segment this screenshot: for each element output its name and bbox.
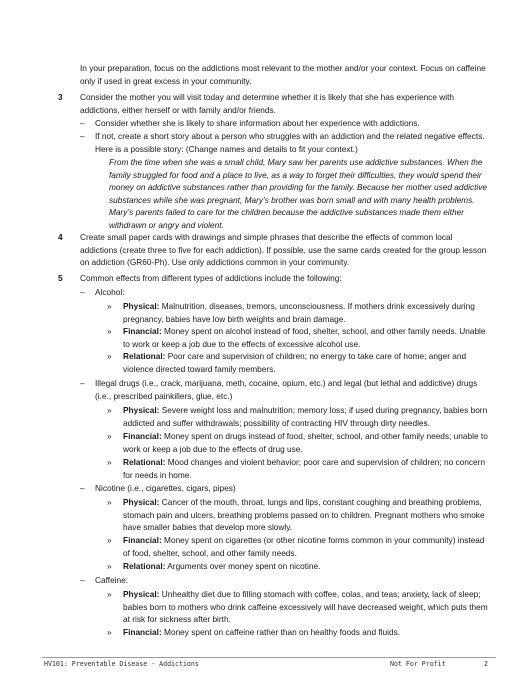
drugs-physical <box>123 404 490 429</box>
bullet-raquo: » <box>107 535 112 545</box>
effect-label: Financial: <box>123 627 162 637</box>
effect-label: Relational: <box>123 561 166 571</box>
alcohol-physical <box>123 300 490 325</box>
bullet-raquo: » <box>107 326 112 336</box>
item-5-number: 5 <box>58 273 63 283</box>
effect-text: Malnutrition, diseases, tremors, unconsciousness. If mothers drink excessively during pregnancy, babies have low birth weights and brain damage. <box>123 301 475 324</box>
item-5-text: Common effects from different types of addictions include the following: <box>80 273 342 283</box>
effect-text: Money spent on caffeine rather than on healthy foods and fluids. <box>161 627 401 637</box>
item-4-number: 4 <box>58 232 63 242</box>
effect-text: Money spent on alcohol instead of food, shelter, school, and other family needs. Unable to work or keep a job due to the effects of excessive alcohol use. <box>123 326 486 349</box>
footer-not-for-profit: Not For Profit <box>390 660 446 668</box>
item-3-text: Consider the mother you will visit today and determine whether it is likely that she has experience with addictions, either herself or with family and/or friends. <box>80 92 455 115</box>
bullet-dash: – <box>80 575 85 585</box>
bullet-dash: – <box>80 483 85 493</box>
alcohol-financial <box>123 325 490 350</box>
bullet-dash: – <box>80 378 85 388</box>
effect-label: Physical: <box>123 497 160 507</box>
footer-page-number: 2 <box>484 660 488 668</box>
item-3-dash-1: Consider whether she is likely to share information about her experience with addictions. <box>95 118 420 128</box>
effect-text: Poor care and supervision of children; no energy to take care of home; anger and violence directed toward family members. <box>123 351 467 374</box>
effect-text: Money spent on cigarettes (or other nicotine forms common in your community) instead of food, shelter, school, and other family needs. <box>123 535 485 558</box>
item-3-number: 3 <box>58 92 63 102</box>
bullet-raquo: » <box>107 351 112 361</box>
effect-text: Money spent on drugs instead of food, shelter, school, and other family needs; unable to work or keep a job due to the effects of drug use. <box>123 431 488 454</box>
nicotine-financial <box>123 534 490 559</box>
bullet-raquo: » <box>107 405 112 415</box>
group-nicotine-title: Nicotine (i.e., cigarettes, cigars, pipes) <box>95 483 236 493</box>
effect-label: Financial: <box>123 431 162 441</box>
effect-label: Physical: <box>123 405 160 415</box>
item-4-text: Create small paper cards with drawings and simple phrases that describe the effects of common local addictions (create three to five for each addiction). If possible, use the same cards created for the group lesson on addiction (GR60-Ph). Use only addictions common in your community. <box>80 232 487 268</box>
item-3-dash-2: If not, create a short story about a person who struggles with an addiction and the related negative effects. Here is a possible story: (Change names and details to fit your context.) <box>95 131 485 154</box>
caffeine-financial <box>123 626 490 639</box>
bullet-dash: – <box>80 287 85 297</box>
effect-text: Unhealthy diet due to filling stomach with coffee, colas, and teas; anxiety, lack of sleep; babies born to mothers who drink caffeine excessively will have decreased weight, which puts them at risk for sickness after birth. <box>123 589 488 625</box>
footer-divider <box>42 657 496 658</box>
effect-text: Arguments over money spent on nicotine. <box>165 561 321 571</box>
effect-label: Relational: <box>123 351 166 361</box>
bullet-raquo: » <box>107 627 112 637</box>
effect-label: Financial: <box>123 326 162 336</box>
bullet-raquo: » <box>107 457 112 467</box>
footer-course-title: HV101: Preventable Disease - Addictions <box>44 660 199 668</box>
alcohol-relational <box>123 350 490 375</box>
caffeine-physical <box>123 588 490 626</box>
group-drugs-title: Illegal drugs (i.e., crack, marijuana, meth, cocaine, opium, etc.) and legal (but lethal and addictive) drugs (i.e., prescribed painkillers, glue, etc.) <box>95 378 478 401</box>
bullet-dash: – <box>80 118 85 128</box>
effect-text: Mood changes and violent behavior; poor care and supervision of children; no concern for needs in home. <box>123 457 486 480</box>
effect-label: Relational: <box>123 457 166 467</box>
drugs-financial <box>123 430 490 455</box>
bullet-raquo: » <box>107 301 112 311</box>
intro-paragraph: In your preparation, focus on the addictions most relevant to the mother and/or your context. Focus on caffeine only if used in great excess in your community. <box>80 63 486 86</box>
bullet-raquo: » <box>107 497 112 507</box>
effect-label: Financial: <box>123 535 162 545</box>
bullet-raquo: » <box>107 561 112 571</box>
nicotine-physical <box>123 496 490 534</box>
bullet-raquo: » <box>107 431 112 441</box>
group-alcohol-title: Alcohol: <box>95 287 125 297</box>
effect-label: Physical: <box>123 589 160 599</box>
group-caffeine-title: Caffeine: <box>95 575 129 585</box>
bullet-raquo: » <box>107 589 112 599</box>
effect-label: Physical: <box>123 301 160 311</box>
effect-text: Severe weight loss and malnutrition; memory loss; if used during pregnancy, babies born addicted and suffer withdrawals; possibility of contracting HIV through dirty needles. <box>123 405 488 428</box>
bullet-dash: – <box>80 131 85 141</box>
nicotine-relational <box>123 560 490 573</box>
drugs-relational <box>123 456 490 481</box>
mary-story: From the time when she was a small child, Mary saw her parents use addictive substances. When the family struggled for food and a place to live, as a way to forget their difficulties, they would spend their money on addictive substances rather than providing for the family. Because her mother used addictive substances while she was pregnant, Mary’s brother was born small and with many health problems. Mary’s parents failed to care for the children because the addictive substances made them either withdrawn or angry and violent. <box>109 157 488 230</box>
effect-text: Cancer of the mouth, throat, lungs and lips, constant coughing and breathing problems, stomach pain and ulcers, breathing problems passed on to children. Pregnant mothers who smoke have smaller babies that develop more slowly. <box>123 497 485 533</box>
